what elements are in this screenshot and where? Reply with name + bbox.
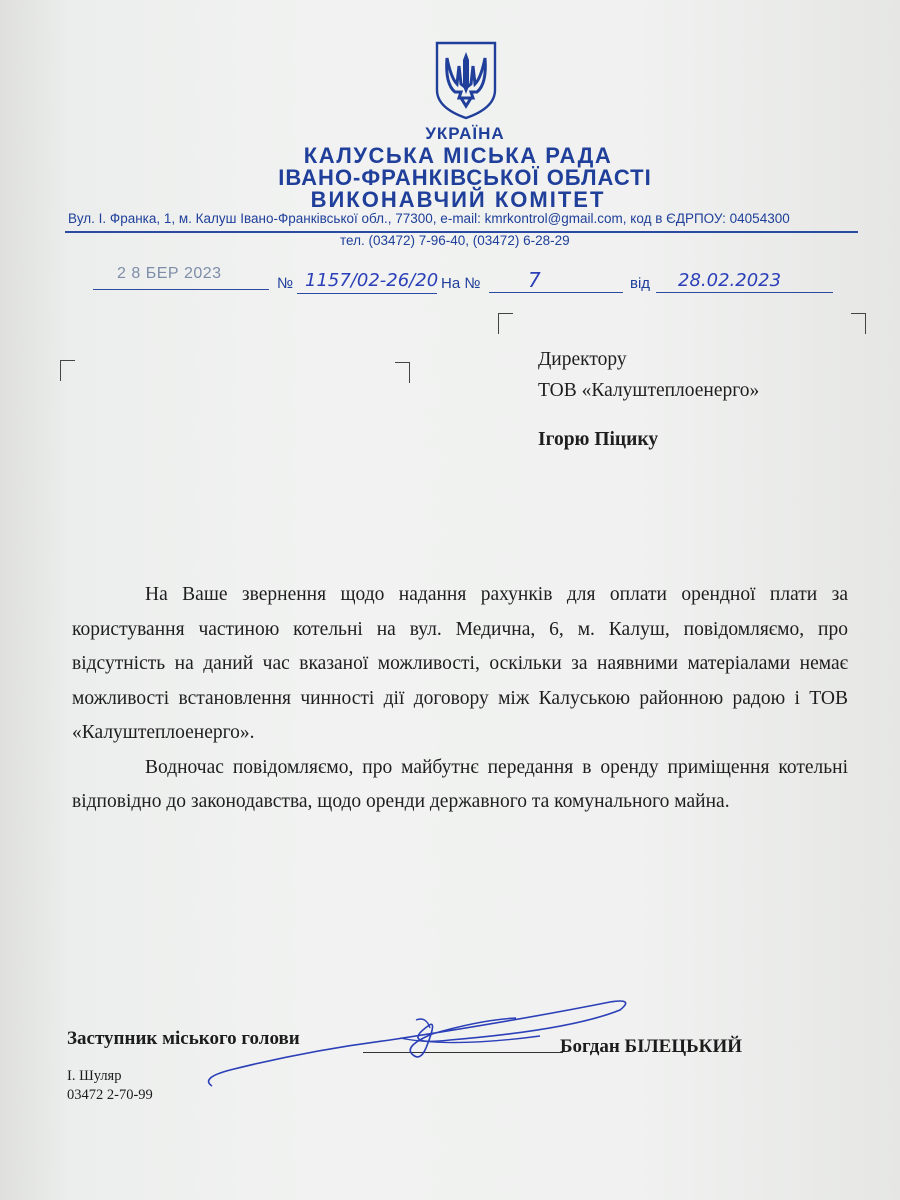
subject-corner-right <box>395 362 410 383</box>
body-paragraph-1: На Ваше звернення щодо надання рахунків для оплати орендної плати за користування частиною котельні на вул. Медична, 6, м. Калуш, повідомляємо, про відсутність на даний час вказаної можливості, оскільки за наявними матеріалами немає можливості встановлення чинності дії договору між Калуською районною радою і ТОВ «Калуштеплоенерго». <box>72 584 848 743</box>
letter-body <box>72 578 848 820</box>
number-underline <box>297 293 437 294</box>
header-council: КАЛУСЬКА МІСЬКА РАДА <box>303 143 613 168</box>
executor-block <box>67 1067 153 1105</box>
date-underline <box>93 289 269 290</box>
signatory-title: Заступник міського голови <box>67 1028 300 1049</box>
addressee-name: Ігорю Піцику <box>538 429 659 450</box>
addressee-corner-right <box>851 313 866 334</box>
addressee-position: Директору <box>538 349 627 370</box>
ref-label: На № <box>441 275 481 292</box>
ref-underline <box>489 292 623 293</box>
from-underline <box>656 292 833 293</box>
addressee-organization: ТОВ «Калуштеплоенерго» <box>538 380 760 401</box>
number-label: № <box>277 275 294 292</box>
from-label: від <box>630 275 651 292</box>
header-phones: тел. (03472) 7-96-40, (03472) 6-28-29 <box>340 233 570 248</box>
coat-of-arms-emblem <box>433 40 499 120</box>
executor-phone: 03472 2-70-99 <box>67 1087 153 1103</box>
registration-date-stamp: 2 8 БЕР 2023 <box>117 265 222 282</box>
registration-number: 1157/02-26/20 <box>305 270 439 291</box>
executor-name: І. Шуляр <box>67 1068 122 1084</box>
header-address: Вул. І. Франка, 1, м. Калуш Івано-Франківської обл., 77300, e-mail: kmrkontrol@gmail.com, код в ЄДРПОУ: 04054300 <box>68 211 790 226</box>
header-country: УКРАЇНА <box>425 124 505 143</box>
header-region: ІВАНО-ФРАНКІВСЬКОЇ ОБЛАСТІ <box>278 165 652 190</box>
signatory-name: Богдан БІЛЕЦЬКИЙ <box>560 1036 743 1057</box>
ref-number: 7 <box>528 268 541 292</box>
addressee-corner-left <box>498 313 513 334</box>
subject-corner-left <box>60 360 75 381</box>
body-paragraph-2: Водночас повідомляємо, про майбутнє передання в оренду приміщення котельні відповідно до законодавства, щодо оренди державного та комунального майна. <box>72 756 848 812</box>
from-date: 28.02.2023 <box>678 270 782 291</box>
header-committee: ВИКОНАВЧИЙ КОМІТЕТ <box>310 187 606 212</box>
